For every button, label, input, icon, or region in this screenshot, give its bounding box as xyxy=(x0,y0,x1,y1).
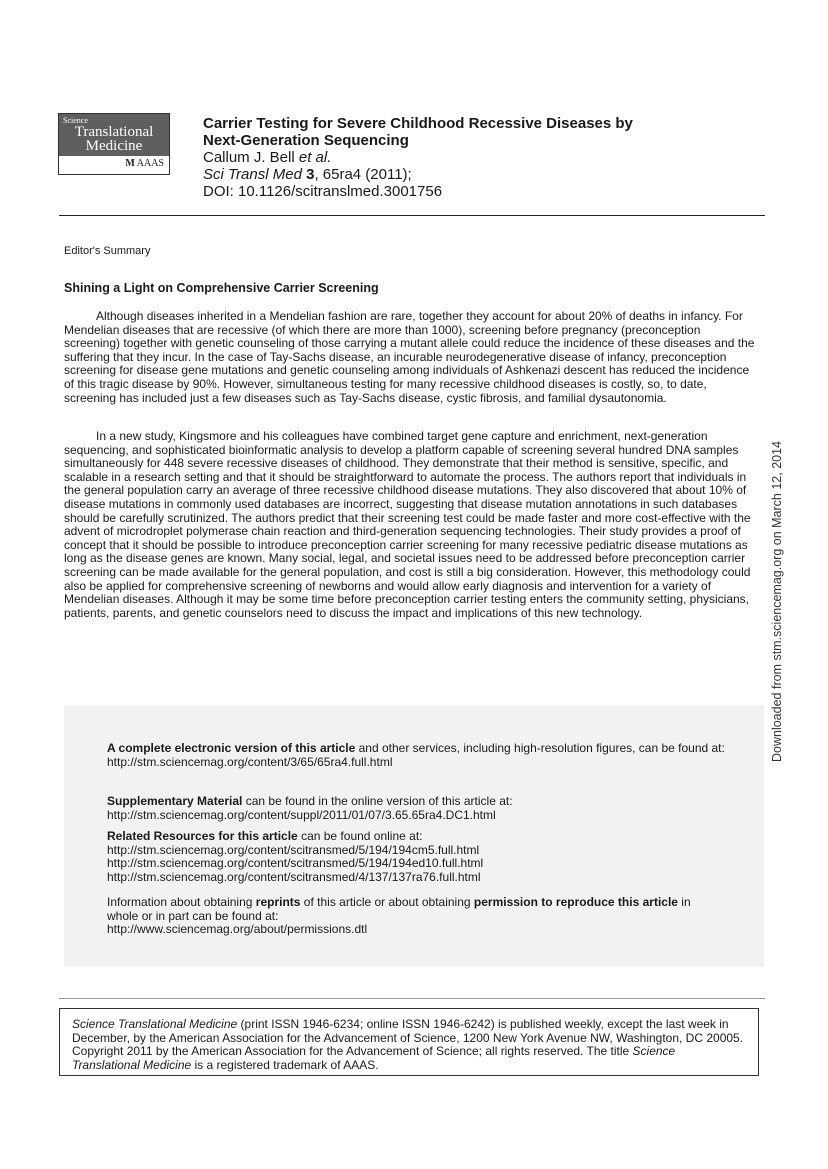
related-link-1[interactable]: http://stm.sciencemag.org/content/scitransmed/5/194/194cm5.full.html xyxy=(107,842,480,857)
authors-name: Callum J. Bell xyxy=(203,149,295,166)
footer-text-1: (print ISSN 1946-6234; online ISSN 1946-6242) is published weekly, except the last week in December, by the American Association for the Advancement of Science, 1200 New York Avenue NW, Washington, DC 20005. Copyright 2011 by the American Association for the Advancement of Science; all rights reserved. The title xyxy=(72,1017,744,1059)
article-citation xyxy=(203,166,743,183)
related-resources-text: can be found online at: xyxy=(297,829,423,843)
permission-label: permission to reproduce this article xyxy=(473,895,678,909)
related-resources-info xyxy=(107,830,727,884)
summary-paragraph-1: Although diseases inherited in a Mendelian fashion are rare, together they account for about 20% of deaths in infancy. For Mendelian diseases that are recessive (of which there are more than 1000), screening before pregnancy (preconception screening) together with genetic counseling of those carrying a mutant allele could reduce the incidence of these diseases and the suffering that they incur. In the case of Tay-Sachs disease, an incurable neurodegenerative disease of infancy, preconception screening for disease gene mutations and genetic counseling among individuals of Ashkenazi descent has reduced the incidence of this tragic disease by 90%. However, simultaneous testing for many recessive childhood diseases is costly, so, to date, screening has included just a few diseases such as Tay-Sachs disease, cystic fibrosis, and familial dysautonomia. xyxy=(64,309,755,405)
logo-small-text: Science xyxy=(63,116,88,125)
logo-line-2: Medicine xyxy=(85,138,143,154)
permissions-text-mid: of this article or about obtaining xyxy=(300,895,474,909)
article-authors xyxy=(203,149,743,166)
aaas-mark-icon: M xyxy=(125,158,135,169)
full-version-info xyxy=(107,742,727,769)
article-header xyxy=(203,115,743,200)
footer-divider xyxy=(59,998,765,999)
permissions-info xyxy=(107,896,707,937)
publication-info-box xyxy=(59,1008,759,1076)
editors-summary-label: Editor's Summary xyxy=(64,245,151,257)
supplementary-link[interactable]: http://stm.sciencemag.org/content/suppl/2011/01/07/3.65.65ra4.DC1.html xyxy=(107,807,496,822)
footer-text-2: is a registered trademark of AAAS. xyxy=(191,1057,379,1072)
summary-paragraph-2: In a new study, Kingsmore and his colleagues have combined target gene capture and enrichment, next-generation sequencing, and sophisticated bioinformatic analysis to develop a platform capable of screening several hundred DNA samples simultaneously for 448 severe recessive diseases of childhood. They demonstrate that their method is sensitive, specific, and scalable in a research setting and that it should be straightforward to automate the process. The authors report that individuals in the general population carry an average of three recessive childhood disease mutations. They also discovered that about 10% of disease mutations in commonly used databases are incorrect, suggesting that disease mutation annotations in such databases should be carefully scrutinized. The authors predict that their screening test could be made faster and more cost-effective with the advent of microdroplet polymerase chain reaction and third-generation sequencing technologies. Their study provides a proof of concept that it should be possible to introduce preconception carrier screening for many recessive pediatric disease mutations as long as the disease genes are known. Many social, legal, and societal issues need to be addressed before preconception carrier screening can be made available for the general population, and cost is still a big consideration. However, this methodology could also be applied for comprehensive screening of newborns and would allow early diagnosis and intervention for a variety of Mendelian diseases. Although it may be some time before preconception carrier testing enters the community setting, physicians, patients, parents, and genetic counselors need to discuss the impact and implications of this new technology. xyxy=(64,429,751,620)
article-title-line-1: Carrier Testing for Severe Childhood Recessive Diseases by xyxy=(203,115,633,132)
reprints-label: reprints xyxy=(255,895,301,909)
download-note: Downloaded from stm.sciencemag.org on March 12, 2014 xyxy=(770,441,784,762)
permissions-text-pre: Information about obtaining xyxy=(107,895,256,909)
related-link-2[interactable]: http://stm.sciencemag.org/content/scitransmed/5/194/194ed10.full.html xyxy=(107,856,484,870)
supplementary-info xyxy=(107,795,727,822)
supplementary-text: can be found in the online version of this article at: xyxy=(242,794,513,808)
citation-journal: Sci Transl Med xyxy=(203,166,302,183)
publisher-logo xyxy=(125,158,164,169)
full-version-link[interactable]: http://stm.sciencemag.org/content/3/65/65ra4.full.html xyxy=(107,754,393,769)
logo-line-1: Translational xyxy=(74,124,154,140)
permissions-link[interactable]: http://www.sciencemag.org/about/permissions.dtl xyxy=(107,922,368,936)
logo-band xyxy=(59,114,169,156)
footer-journal-name-2: Science Translational Medicine xyxy=(72,1044,676,1072)
journal-logo xyxy=(58,113,170,175)
full-version-text: and other services, including high-resolution figures, can be found at: xyxy=(355,741,725,755)
full-version-label: A complete electronic version of this article xyxy=(107,741,356,755)
supplementary-label: Supplementary Material xyxy=(107,794,243,808)
publisher-name: AAAS xyxy=(136,158,164,169)
summary-heading: Shining a Light on Comprehensive Carrier Screening xyxy=(64,281,379,295)
related-link-3[interactable]: http://stm.sciencemag.org/content/scitransmed/4/137/137ra76.full.html xyxy=(107,869,481,884)
header-divider xyxy=(59,215,765,216)
permissions-text-rest: in whole or in part can be found at: xyxy=(107,895,691,923)
citation-issue: , 65ra4 (2011); xyxy=(314,166,412,183)
footer-journal-name: Science Translational Medicine xyxy=(72,1017,238,1031)
article-title-line-2: Next-Generation Sequencing xyxy=(203,132,409,149)
citation-volume: 3 xyxy=(306,166,315,183)
related-resources-label: Related Resources for this article xyxy=(107,829,298,843)
article-doi: DOI: 10.1126/scitranslmed.3001756 xyxy=(203,183,443,200)
authors-etal: et al. xyxy=(298,149,332,166)
